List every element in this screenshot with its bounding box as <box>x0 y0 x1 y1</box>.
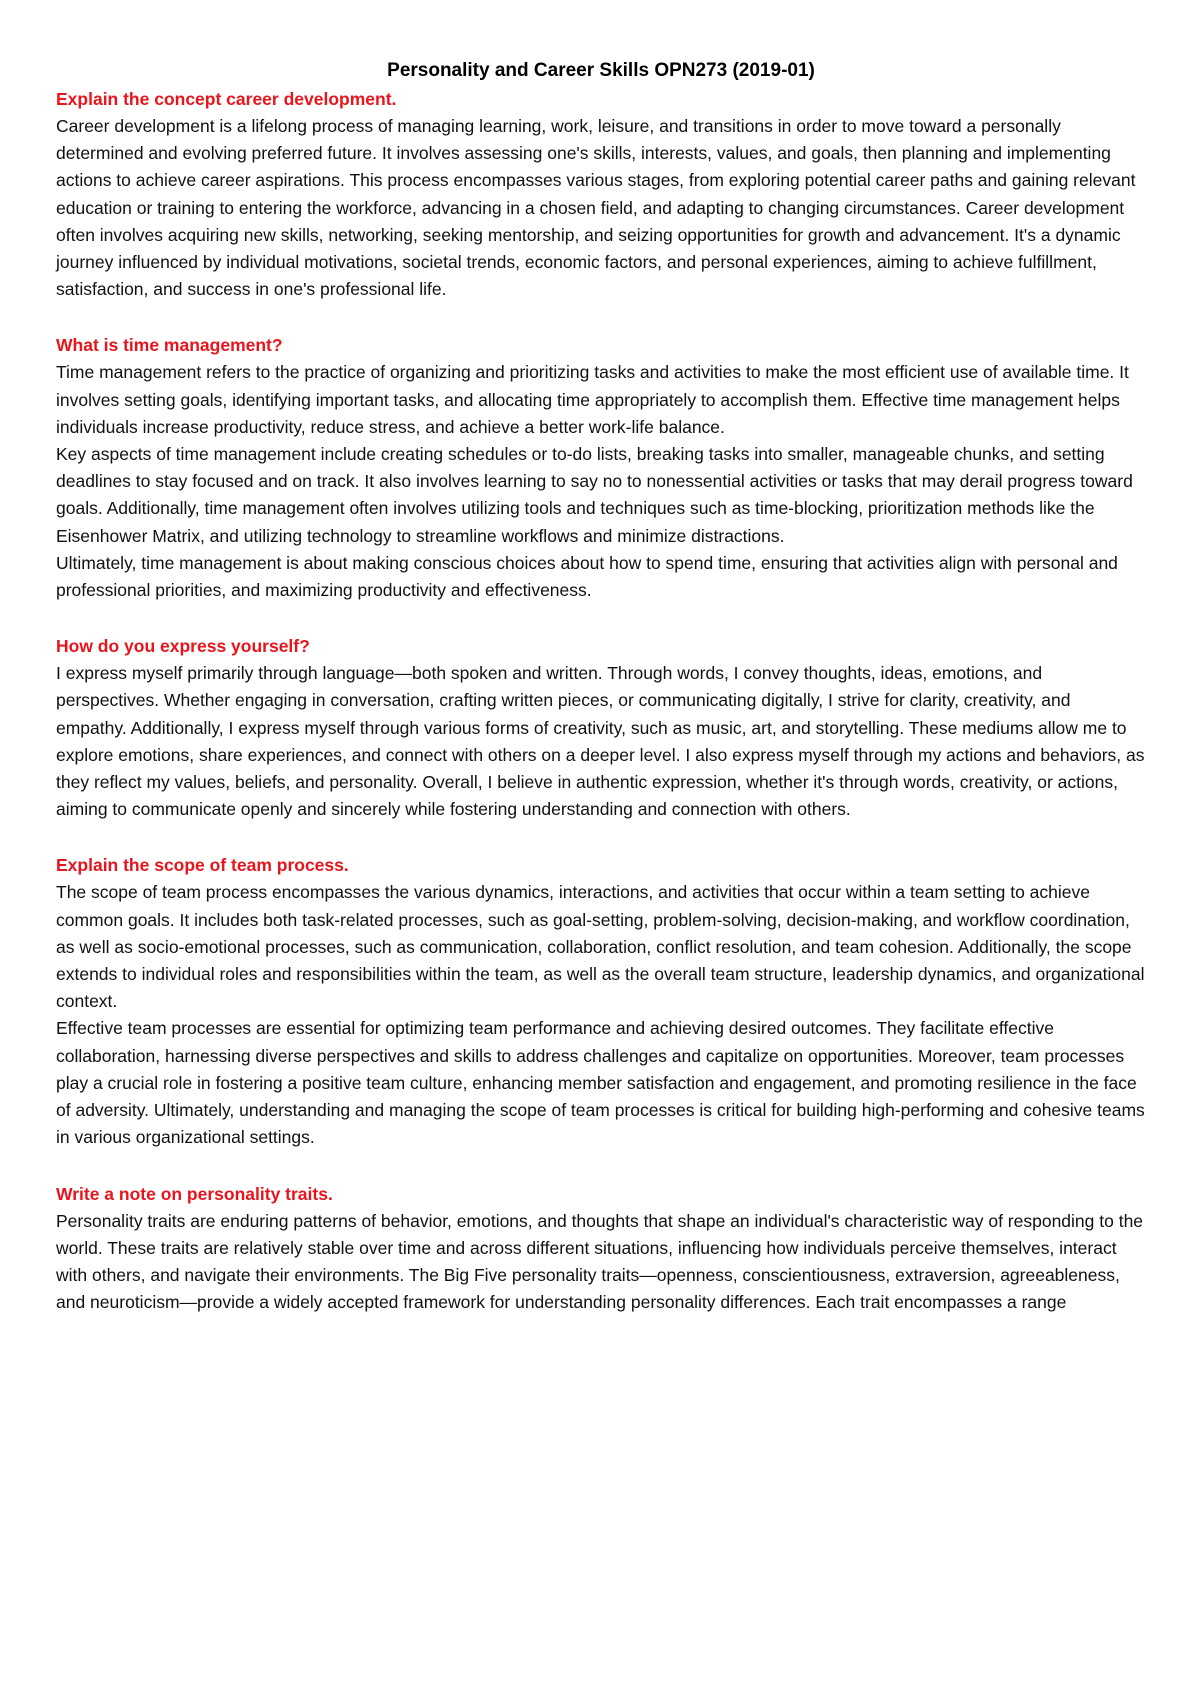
section-heading: How do you express yourself? <box>56 636 310 657</box>
section-paragraph: Effective team processes are essential for optimizing team performance and achieving desired outcomes. They facilitate effective collaboration, harnessing diverse perspectives and skills to address challenges and capitalize on opportunities. Moreover, team processes play a crucial role in fostering a positive team culture, enhancing member satisfaction and engagement, and promoting resilience in the face of adversity. Ultimately, understanding and managing the scope of team processes is critical for building high-performing and cohesive teams in various organizational settings. <box>56 1018 1145 1148</box>
section-paragraph: Key aspects of time management include creating schedules or to-do lists, breaking tasks into smaller, manageable chunks, and setting deadlines to stay focused and on track. It also involves learning to say no to nonessential activities or tasks that may derail progress toward goals. Additionally, time management often involves utilizing tools and techniques such as time-blocking, prioritization methods like the Eisenhower Matrix, and utilizing technology to streamline workflows and minimize distractions. <box>56 444 1133 546</box>
section-personality-traits <box>56 1181 1146 1317</box>
document-title: Personality and Career Skills OPN273 (2019-01) <box>387 60 815 81</box>
section-paragraph: I express myself primarily through language—both spoken and written. Through words, I convey thoughts, ideas, emotions, and perspectives. Whether engaging in conversation, crafting written pieces, or communicating digitally, I strive for clarity, creativity, and empathy. Additionally, I express myself through various forms of creativity, such as music, art, and storytelling. These mediums allow me to explore emotions, share experiences, and connect with others on a deeper level. I also express myself through my actions and behaviors, as they reflect my values, beliefs, and personality. Overall, I believe in authentic expression, whether it's through words, creativity, or actions, aiming to communicate openly and sincerely while fostering understanding and connection with others. <box>56 663 1145 820</box>
section-paragraph: The scope of team process encompasses the various dynamics, interactions, and activities that occur within a team setting to achieve common goals. It includes both task-related processes, such as goal-setting, problem-solving, decision-making, and workflow coordination, as well as socio-emotional processes, such as communication, collaboration, conflict resolution, and team cohesion. Additionally, the scope extends to individual roles and responsibilities within the team, as well as the overall team structure, leadership dynamics, and organizational context. <box>56 882 1145 1012</box>
section-career-development <box>56 86 1146 303</box>
section-heading: What is time management? <box>56 335 283 356</box>
section-heading: Write a note on personality traits. <box>56 1183 333 1204</box>
section-paragraph: Career development is a lifelong process of managing learning, work, leisure, and transitions in order to move toward a personally determined and evolving preferred future. It involves assessing one's skills, interests, values, and goals, then planning and implementing actions to achieve career aspirations. This process encompasses various stages, from exploring potential career paths and gaining relevant education or training to entering the workforce, advancing in a chosen field, and adapting to changing circumstances. Career development often involves acquiring new skills, networking, seeking mentorship, and seizing opportunities for growth and advancement. It's a dynamic journey influenced by individual motivations, societal trends, economic factors, and personal experiences, aiming to achieve fulfillment, satisfaction, and success in one's professional life. <box>56 116 1136 300</box>
section-express-yourself <box>56 633 1146 823</box>
section-team-process <box>56 852 1146 1151</box>
section-paragraph: Personality traits are enduring patterns of behavior, emotions, and thoughts that shape an individual's characteristic way of responding to the world. These traits are relatively stable over time and across different situations, influencing how individuals perceive themselves, interact with others, and navigate their environments. The Big Five personality traits—openness, conscientiousness, extraversion, agreeableness, and neuroticism—provide a widely accepted framework for understanding personality differences. Each trait encompasses a range <box>56 1210 1144 1313</box>
section-paragraph: Time management refers to the practice of organizing and prioritizing tasks and activities to make the most efficient use of available time. It involves setting goals, identifying important tasks, and allocating time appropriately to accomplish them. Effective time management helps individuals increase productivity, reduce stress, and achieve a better work-life balance. <box>56 362 1129 437</box>
section-paragraph: Ultimately, time management is about making conscious choices about how to spend time, ensuring that activities align with personal and professional priorities, and maximizing productivity and effectiveness. <box>56 552 1118 601</box>
document-page <box>56 58 1146 1345</box>
section-heading: Explain the concept career development. <box>56 89 397 109</box>
section-heading: Explain the scope of team process. <box>56 855 349 876</box>
section-time-management <box>56 332 1146 604</box>
